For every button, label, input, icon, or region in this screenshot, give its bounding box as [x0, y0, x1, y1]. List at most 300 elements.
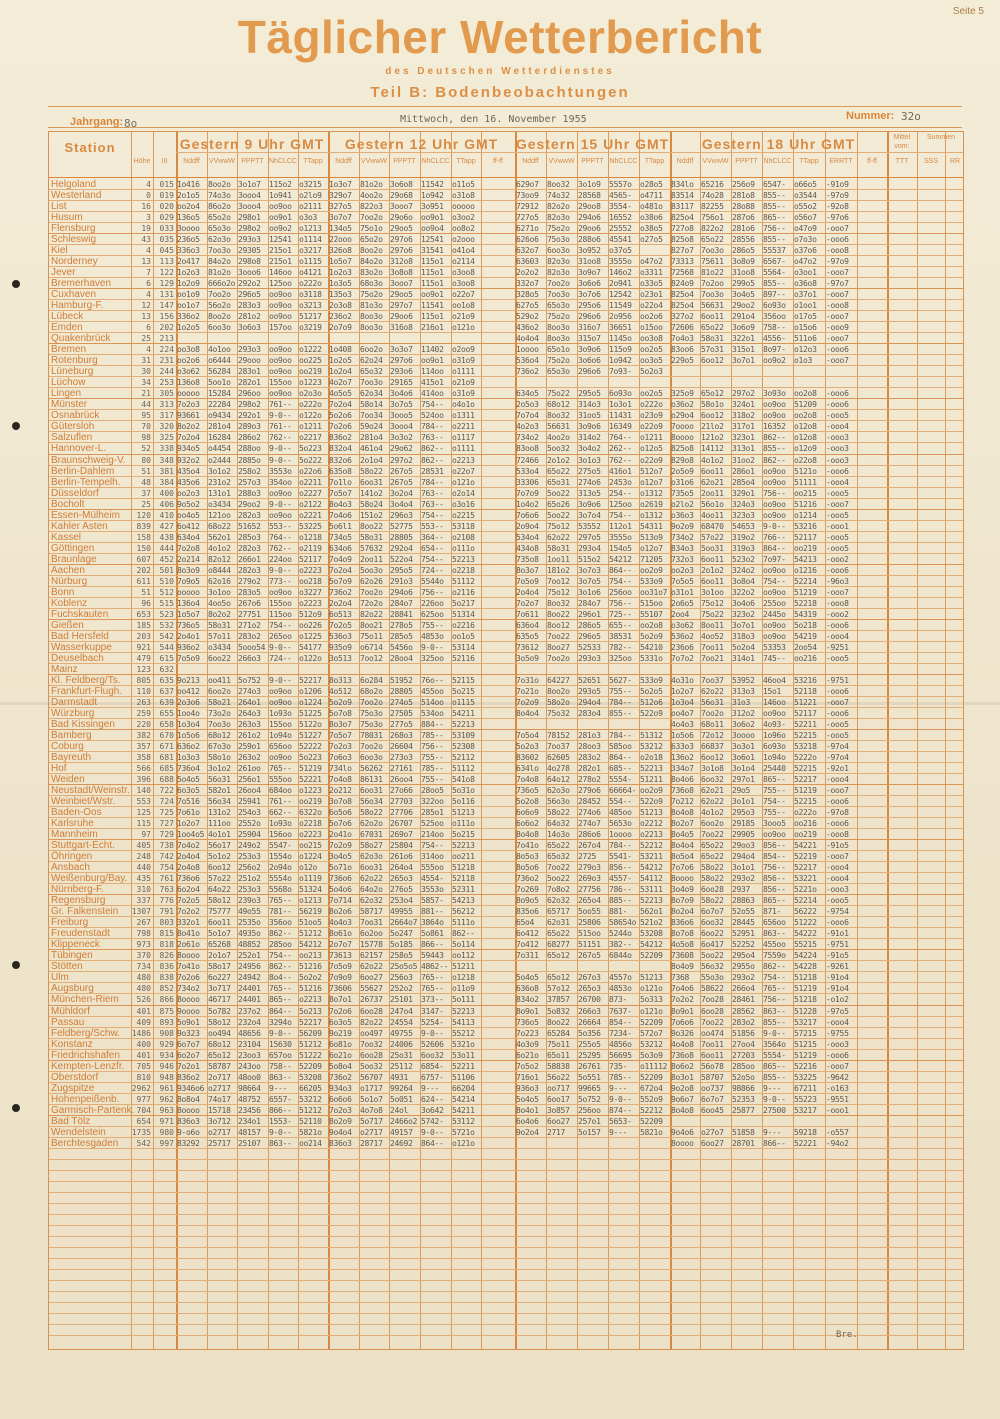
- observation-cell: 672o4: [640, 1083, 663, 1093]
- station-height: 401: [136, 1050, 151, 1060]
- observation-cell: 267o5: [578, 951, 601, 961]
- observation-cell: 24401: [238, 995, 261, 1005]
- observation-cell: 515oo: [578, 929, 601, 939]
- observation-cell: -ooo7: [826, 499, 849, 509]
- observation-cell: 881-: [609, 907, 628, 917]
- station-height: 337: [136, 896, 151, 906]
- observation-cell: 51216: [299, 984, 322, 994]
- observation-cell: oo3o8: [177, 345, 200, 355]
- observation-cell: 763--: [421, 433, 444, 443]
- observation-cell: 115o1: [421, 279, 444, 289]
- observation-cell: oo9oo: [269, 301, 292, 311]
- observation-cell: -97o7: [826, 279, 849, 289]
- observation-cell: 555oo: [269, 775, 292, 785]
- station-name: Bayreuth: [51, 752, 92, 764]
- observation-cell: 3o6o6: [578, 356, 601, 366]
- column-header: VVwwW: [360, 158, 388, 165]
- observation-cell: 5o8o4: [329, 1061, 352, 1071]
- row-rule: [49, 1302, 963, 1303]
- observation-cell: 56695: [609, 1050, 632, 1060]
- summen-header: Summen: [926, 134, 955, 141]
- observation-cell: 314o3: [578, 400, 601, 410]
- observation-cell: 82o12: [208, 554, 231, 564]
- observation-cell: 56284: [208, 367, 231, 377]
- row-rule: [49, 1071, 963, 1072]
- observation-cell: 1oo11: [547, 554, 570, 564]
- observation-cell: 56219: [299, 907, 322, 917]
- observation-cell: 5627-: [609, 675, 632, 685]
- observation-cell: o1oo1: [794, 301, 817, 311]
- observation-cell: o36o3: [671, 510, 694, 520]
- observation-cell: 6o2oo: [360, 929, 383, 939]
- observation-cell: 62o16: [208, 576, 231, 586]
- observation-cell: 29165: [390, 378, 413, 388]
- observation-cell: 75o2o: [547, 224, 570, 234]
- observation-cell: 56631: [701, 301, 724, 311]
- observation-cell: oo219: [794, 543, 817, 553]
- observation-cell: 554--: [609, 797, 632, 807]
- observation-cell: 9o323: [177, 1028, 200, 1038]
- observation-cell: 7oo37: [547, 742, 570, 752]
- observation-cell: 736o6: [329, 874, 352, 884]
- observation-cell: 57o31: [701, 345, 724, 355]
- observation-cell: 7oooo: [671, 422, 694, 432]
- observation-cell: 64o12: [547, 775, 570, 785]
- station-index: 231: [159, 356, 174, 366]
- observation-cell: 15284: [208, 389, 231, 399]
- observation-cell: 7oo3o: [208, 719, 231, 729]
- observation-cell: 278o5: [390, 620, 413, 630]
- observation-cell: o36o2: [671, 400, 694, 410]
- observation-cell: 6oo11: [208, 918, 231, 928]
- observation-cell: 3564o: [763, 1039, 786, 1049]
- observation-cell: o2444: [208, 455, 231, 465]
- observation-cell: -ooo7: [826, 224, 849, 234]
- observation-cell: 265oo: [269, 631, 292, 641]
- observation-cell: 5oo31: [701, 543, 724, 553]
- observation-cell: 134o5: [329, 224, 352, 234]
- observation-cell: 7oo21: [701, 653, 724, 663]
- station-height: 43: [141, 235, 151, 245]
- observation-cell: 4o2o7: [329, 378, 352, 388]
- observation-cell: 75o12: [547, 521, 570, 531]
- observation-cell: 6oo22: [208, 653, 231, 663]
- observation-cell: 252o1: [238, 951, 261, 961]
- observation-cell: 328o5: [516, 290, 539, 300]
- observation-cell: 754--: [269, 951, 292, 961]
- station-index: 776: [159, 896, 174, 906]
- observation-cell: 8o7o8: [671, 929, 694, 939]
- observation-cell: 12542: [609, 290, 632, 300]
- observation-cell: 256o1: [238, 775, 261, 785]
- observation-cell: 58787: [208, 1061, 231, 1071]
- observation-cell: 256o3: [390, 973, 413, 983]
- observation-cell: 23104: [238, 1039, 261, 1049]
- observation-cell: o1119: [299, 874, 322, 884]
- observation-cell: o1213: [299, 896, 322, 906]
- observation-cell: 5oo1o: [208, 378, 231, 388]
- observation-cell: oo9oo: [269, 510, 292, 520]
- observation-cell: 7oo22: [547, 863, 570, 873]
- station-name: Bad Kissingen: [51, 718, 115, 730]
- observation-cell: o2227: [299, 488, 322, 498]
- observation-cell: 82o3o: [547, 213, 570, 223]
- observation-cell: 332o1: [177, 918, 200, 928]
- observation-cell: 16352: [763, 422, 786, 432]
- observation-cell: -ooo4: [826, 1017, 849, 1027]
- observation-cell: 54228: [794, 962, 817, 972]
- observation-cell: 322o1: [732, 334, 755, 344]
- observation-cell: 9o2o4: [516, 1127, 539, 1137]
- observation-cell: 51312: [640, 731, 663, 740]
- observation-cell: 6o417: [701, 940, 724, 950]
- station-height: 7: [146, 268, 151, 278]
- observation-cell: 285o3: [238, 532, 261, 542]
- observation-cell: 52533: [578, 642, 601, 652]
- observation-cell: oo2o5: [640, 389, 663, 399]
- observation-cell: 485oo: [609, 808, 632, 818]
- observation-cell: 785--: [609, 1072, 632, 1082]
- observation-cell: 874--: [609, 1105, 632, 1115]
- observation-cell: 5o218: [794, 620, 817, 630]
- observation-cell: 8o2o2: [177, 422, 200, 432]
- observation-cell: 356oo: [269, 918, 292, 928]
- observation-cell: 25877: [732, 1105, 755, 1115]
- observation-cell: 9-0--: [269, 1028, 292, 1038]
- row-rule: [49, 255, 963, 256]
- station-height: 1307: [131, 907, 151, 917]
- station-height: 973: [136, 940, 151, 950]
- observation-cell: o2111: [299, 202, 322, 212]
- observation-cell: 515oo: [640, 598, 663, 608]
- station-name: Lüchow: [51, 377, 86, 389]
- row-rule: [49, 431, 963, 432]
- observation-cell: 274o3: [238, 686, 261, 696]
- observation-cell: 765--: [421, 984, 444, 994]
- observation-cell: 25101: [390, 995, 413, 1005]
- station-name: Emden: [51, 322, 83, 334]
- station-height: 405: [136, 841, 151, 851]
- observation-cell: 825o4: [671, 213, 694, 223]
- observation-cell: 51856: [732, 1028, 755, 1038]
- observation-cell: 294o6: [390, 587, 413, 597]
- observation-cell: 2o9o4: [516, 521, 539, 531]
- observation-cell: oo9oo: [269, 356, 292, 366]
- observation-cell: 296o3: [390, 510, 413, 520]
- observation-cell: oo9o2: [269, 224, 292, 234]
- observation-cell: 54214: [452, 1094, 475, 1104]
- station-height: 96: [141, 598, 151, 608]
- observation-cell: 7o311: [516, 951, 539, 961]
- observation-cell: 784--: [421, 477, 444, 487]
- observation-cell: 131o2: [208, 808, 231, 818]
- observation-cell: o1222: [299, 345, 322, 355]
- observation-cell: 25941: [238, 797, 261, 807]
- observation-cell: o3434: [208, 499, 231, 509]
- station-index: 122: [159, 268, 174, 278]
- observation-cell: 755--: [421, 775, 444, 785]
- observation-cell: 28556: [732, 235, 755, 245]
- observation-cell: 322o2: [732, 587, 755, 597]
- observation-cell: 318o3: [732, 631, 755, 641]
- observation-cell: 6567-: [763, 257, 786, 267]
- observation-cell: o3oo8: [452, 279, 475, 289]
- station-name: Nürburg: [51, 575, 88, 587]
- observation-cell: 8o2o6: [329, 907, 352, 917]
- observation-cell: 279o6: [578, 786, 601, 796]
- observation-cell: oo219: [299, 797, 322, 807]
- observation-cell: 8oo32: [547, 411, 570, 421]
- observation-cell: 284o7: [578, 598, 601, 608]
- observation-cell: 529o2: [516, 312, 539, 322]
- row-rule: [49, 784, 963, 785]
- observation-cell: oo218: [299, 576, 322, 586]
- observation-cell: 382--: [609, 940, 632, 950]
- station-name: Stuttgart-Echt.: [51, 840, 115, 852]
- observation-cell: 54112: [640, 874, 663, 884]
- observation-cell: 24956: [238, 962, 261, 972]
- observation-cell: o11112: [640, 1061, 668, 1071]
- station-height: 1486: [131, 1028, 151, 1038]
- observation-cell: 55o3o: [701, 973, 724, 983]
- observation-cell: o2223: [299, 598, 322, 608]
- observation-cell: 325oo: [609, 653, 632, 663]
- observation-cell: 855--: [763, 235, 786, 245]
- observation-cell: 53225: [299, 521, 322, 531]
- observation-cell: o1312: [640, 510, 663, 520]
- observation-cell: 7o31o: [516, 675, 539, 685]
- station-height: 607: [136, 554, 151, 564]
- observation-cell: -ooo1: [826, 521, 849, 531]
- observation-cell: 146o2: [609, 268, 632, 278]
- observation-cell: oo2o4: [177, 202, 200, 212]
- row-rule: [49, 982, 963, 983]
- observation-cell: 836o3: [177, 1116, 200, 1126]
- observation-cell: o3118: [299, 290, 322, 300]
- punch-hole: [12, 1104, 20, 1112]
- observation-cell: 29oo6: [578, 224, 601, 234]
- row-rule: [49, 916, 963, 917]
- observation-cell: 29oo3: [732, 841, 755, 851]
- row-rule: [49, 420, 963, 421]
- observation-cell: 114oo: [421, 367, 444, 377]
- observation-cell: 52217: [299, 675, 322, 685]
- observation-cell: 735o8: [516, 554, 539, 564]
- station-index: 406: [159, 499, 174, 509]
- observation-table: [48, 131, 964, 1350]
- observation-cell: 735-: [609, 1061, 628, 1071]
- row-rule: [49, 542, 963, 543]
- observation-cell: 724--: [269, 653, 292, 663]
- station-name: Essen-Mülheim: [51, 509, 120, 521]
- station-name: Hannover-L.: [51, 443, 107, 455]
- observation-cell: 5o752: [238, 675, 261, 685]
- station-index: 818: [159, 940, 174, 950]
- observation-cell: 6o6o6: [329, 1094, 352, 1104]
- column-header: NhCLCC: [268, 158, 297, 165]
- observation-cell: -91o4: [826, 973, 849, 983]
- station-height: 34: [141, 378, 151, 388]
- station-height: 611: [136, 576, 151, 586]
- observation-cell: 736o5: [516, 1017, 539, 1027]
- observation-cell: 6o3o5: [329, 1017, 352, 1027]
- observation-cell: 62o21: [701, 786, 724, 796]
- observation-cell: 2o1o7: [208, 951, 231, 961]
- observation-cell: 3o717: [208, 984, 231, 994]
- observation-cell: 56209: [299, 1028, 322, 1038]
- observation-cell: 416o1: [609, 466, 632, 476]
- observation-cell: 762--: [609, 455, 632, 465]
- observation-cell: o1o3: [794, 356, 813, 366]
- hoehe-header: Höhe: [133, 158, 151, 165]
- column-header: ff-ff: [867, 158, 877, 165]
- station-index: 542: [159, 631, 174, 641]
- observation-cell: 7559o: [763, 951, 786, 961]
- observation-cell: 14o3o: [547, 830, 570, 840]
- row-rule: [49, 520, 963, 521]
- observation-cell: 2466o2: [390, 1116, 418, 1126]
- observation-cell: 8oo22: [547, 609, 570, 619]
- observation-cell: o1211: [299, 422, 322, 432]
- observation-cell: 31oo8: [578, 257, 601, 267]
- observation-cell: 4856o: [609, 1039, 632, 1049]
- observation-cell: 287o6: [732, 213, 755, 223]
- observation-cell: 51218: [794, 995, 817, 1005]
- observation-cell: 53211: [640, 852, 663, 862]
- observation-cell: 293o4: [578, 543, 601, 553]
- observation-cell: 656oo: [763, 918, 786, 928]
- station-height: 140: [136, 786, 151, 796]
- station-index: 147: [159, 301, 174, 311]
- observation-cell: 54319: [794, 609, 817, 619]
- observation-cell: 11541: [421, 301, 444, 311]
- observation-cell: 724--: [421, 565, 444, 575]
- observation-cell: 934o5: [177, 444, 200, 454]
- observation-cell: 4935o: [238, 929, 261, 939]
- observation-cell: oo215: [794, 488, 817, 498]
- observation-cell: 9---: [609, 1083, 628, 1093]
- observation-cell: 8o4o5: [671, 830, 694, 840]
- observation-cell: 65o1o: [547, 345, 570, 355]
- observation-cell: 8oo12: [547, 620, 570, 630]
- row-rule: [49, 894, 963, 895]
- observation-cell: 536o4: [516, 356, 539, 366]
- observation-cell: 57o11: [208, 631, 231, 641]
- observation-cell: 856--: [763, 874, 786, 884]
- observation-cell: 52115: [452, 675, 475, 685]
- observation-cell: 67o3o: [208, 742, 231, 752]
- observation-cell: 5o1o2: [208, 852, 231, 862]
- observation-cell: 24ol: [390, 1105, 409, 1115]
- observation-cell: 6oo27: [701, 1138, 724, 1148]
- observation-cell: 5456o: [390, 642, 413, 652]
- row-rule: [49, 586, 963, 587]
- observation-cell: 3o1oo: [701, 587, 724, 597]
- observation-cell: 552o9: [640, 1094, 663, 1104]
- observation-cell: 62o34: [360, 389, 383, 399]
- observation-cell: 754--: [421, 841, 444, 851]
- station-height: 566: [136, 764, 151, 774]
- observation-cell: 62o3o: [360, 852, 383, 862]
- observation-cell: 5244o: [609, 929, 632, 939]
- observation-cell: 3553o: [421, 885, 444, 895]
- observation-cell: 4o4o3: [671, 719, 694, 729]
- row-rule: [49, 839, 963, 840]
- station-name: Passau: [51, 1016, 85, 1028]
- row-rule: [49, 1291, 963, 1292]
- station-name: Freiburg: [51, 917, 89, 929]
- observation-cell: -ooo8: [826, 830, 849, 840]
- observation-cell: 6o6o2: [516, 819, 539, 829]
- observation-cell: 3o1o1: [732, 863, 755, 873]
- station-name: Mühldorf: [51, 1005, 90, 1017]
- observation-cell: 829o8: [671, 455, 694, 465]
- observation-cell: 1o96o: [763, 731, 786, 740]
- observation-cell: -ooo3: [826, 455, 849, 465]
- station-header: Station: [64, 140, 116, 155]
- observation-cell: 3o6o2: [732, 719, 755, 729]
- observation-cell: 68o11: [701, 719, 724, 729]
- observation-cell: -ooo5: [826, 543, 849, 553]
- observation-cell: 6oo11: [701, 1050, 724, 1060]
- observation-cell: 2o1o4: [360, 455, 383, 465]
- observation-cell: 136o5: [177, 213, 200, 223]
- observation-cell: 3294o: [269, 1017, 292, 1027]
- observation-cell: 8oo3o: [360, 312, 383, 322]
- observation-cell: 52951: [732, 929, 755, 939]
- station-name: Lübeck: [51, 311, 84, 323]
- observation-cell: oo9oo: [269, 587, 292, 597]
- observation-cell: 5o2o4: [732, 642, 755, 652]
- observation-cell: 53217: [794, 1017, 817, 1027]
- observation-cell: 3o8o4: [732, 576, 755, 586]
- observation-cell: 51858: [732, 1127, 755, 1137]
- observation-cell: 53216: [794, 675, 817, 685]
- observation-cell: 5o111: [452, 995, 475, 1005]
- observation-cell: o21o9: [452, 312, 475, 322]
- observation-cell: 52213: [452, 1006, 475, 1016]
- observation-cell: 634o6: [329, 543, 352, 553]
- observation-cell: 9-0--: [269, 565, 292, 575]
- observation-cell: o27o7: [701, 1127, 724, 1137]
- column-header: NhCLCC: [763, 158, 792, 165]
- observation-cell: 52112: [452, 753, 475, 763]
- observation-cell: 52217: [794, 863, 817, 873]
- observation-cell: 4853o: [609, 984, 632, 994]
- observation-cell: 65o26: [547, 499, 570, 509]
- observation-cell: 8oo2o: [360, 246, 383, 256]
- station-name: Zugspitze: [51, 1082, 95, 1094]
- observation-cell: 2o6o5: [671, 598, 694, 608]
- observation-cell: 684oo: [269, 786, 292, 796]
- observation-cell: 7o21o: [516, 686, 539, 696]
- station-index: 156: [159, 312, 174, 322]
- station-index: 688: [159, 775, 174, 785]
- observation-cell: 28568: [578, 191, 601, 201]
- observation-cell: 627o5: [516, 301, 539, 311]
- observation-cell: 3o1o1: [732, 797, 755, 807]
- observation-cell: 52215: [794, 764, 817, 774]
- observation-cell: 836o6: [671, 918, 694, 928]
- station-index: 635: [159, 675, 174, 685]
- observation-cell: 863--: [269, 1072, 292, 1082]
- row-rule: [49, 1038, 963, 1039]
- observation-cell: o2218: [452, 565, 475, 575]
- observation-cell: 49o55: [238, 907, 261, 917]
- observation-cell: 5o2o9: [640, 631, 663, 641]
- observation-cell: 512o6: [640, 697, 663, 707]
- observation-cell: -ooo4: [826, 477, 849, 487]
